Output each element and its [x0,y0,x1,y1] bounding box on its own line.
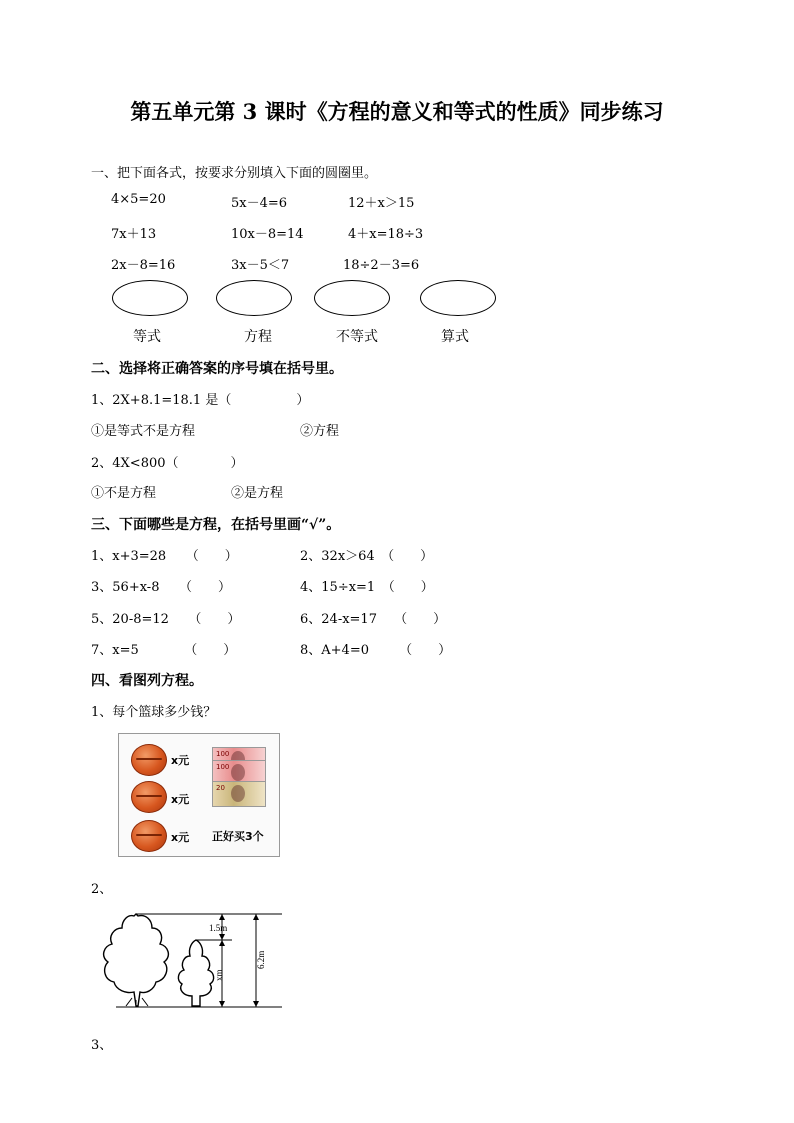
basketball-icon [131,820,167,852]
section1-heading: 一、把下面各式，按要求分别填入下面的圆圈里。 [91,166,378,181]
basketball-price-figure [118,733,280,857]
price-label: x元 [171,831,190,844]
ellipse-inequality[interactable] [314,280,390,316]
section2-heading: 二、选择将正确答案的序号填在括号里。 [91,361,343,377]
label-top: 1.5m [209,923,228,933]
label-total: 6.2m [256,950,266,969]
basketball-icon [131,744,167,776]
figure-caption: 正好买3个 [212,830,264,843]
circle-label-arithmetic: 算式 [441,329,469,345]
page-title: 第五单元第 3 课时《方程的意义和等式的性质》同步练习 [130,99,664,124]
expression: 7x＋13 [111,227,157,242]
ellipse-arithmetic[interactable] [420,280,496,316]
ellipse-equation[interactable] [216,280,292,316]
section2-q1-option-1[interactable]: ①是等式不是方程 [91,424,196,439]
arrow-head [219,1001,225,1007]
circle-label-equality: 等式 [133,329,161,345]
section2-q2-option-2[interactable]: ②是方程 [231,486,284,501]
banknote-value: 100 [216,763,230,771]
section3-heading: 三、下面哪些是方程，在括号里画“√”。 [91,517,341,533]
banknote-value: 100 [216,750,230,758]
section4-heading: 四、看图列方程。 [91,673,203,689]
section3-item[interactable]: 1、x+3=28 （ ） [91,549,238,564]
section4-question-2: 2、 [91,882,113,897]
price-label: x元 [171,793,190,806]
section3-item[interactable]: 5、20-8=12 （ ） [91,612,241,627]
expression: 2x－8=16 [111,258,176,273]
arrow-head [253,1001,259,1007]
banknote-value: 20 [216,784,225,792]
section3-item[interactable]: 8、A+4=0 （ ） [300,643,452,658]
section3-item[interactable]: 6、24-x=17 （ ） [300,612,447,627]
price-label: x元 [171,754,190,767]
section2-question-1: 1、2X+8.1=18.1 是（ ） [91,393,310,408]
arrow-head [219,914,225,920]
label-middle: xm [214,969,224,981]
expression: 4＋x=18÷3 [348,227,424,242]
tree-height-figure [96,906,286,1014]
section3-item[interactable]: 7、x=5 （ ） [91,643,237,658]
expression: 10x－8=14 [231,227,304,242]
banknote-20-icon [212,781,266,807]
expression: 12＋x＞15 [348,196,415,211]
section3-item[interactable]: 2、32x＞64 （ ） [300,549,434,564]
ellipse-equality[interactable] [112,280,188,316]
short-tree-icon [178,940,213,1006]
expression: 5x－4=6 [231,196,288,211]
section3-item[interactable]: 3、56+x-8 （ ） [91,580,231,595]
expression: 4×5=20 [111,192,166,207]
arrow-head [253,914,259,920]
section4-question-1: 1、每个篮球多少钱？ [91,705,217,720]
basketball-icon [131,781,167,813]
section3-item[interactable]: 4、15÷x=1 （ ） [300,580,434,595]
tall-tree-icon [104,914,169,1006]
arrow-head [219,940,225,946]
arrow-head [219,934,225,940]
section2-question-2: 2、4X<800（ ） [91,456,244,471]
expression: 18÷2－3=6 [343,258,420,273]
trunk-detail [126,998,148,1006]
section2-q2-option-1[interactable]: ①不是方程 [91,486,157,501]
section2-q1-option-2[interactable]: ②方程 [300,424,340,439]
circle-label-inequality: 不等式 [336,329,378,345]
expression: 3x－5＜7 [231,258,290,273]
circle-label-equation: 方程 [244,329,272,345]
section4-question-3: 3、 [91,1038,113,1053]
